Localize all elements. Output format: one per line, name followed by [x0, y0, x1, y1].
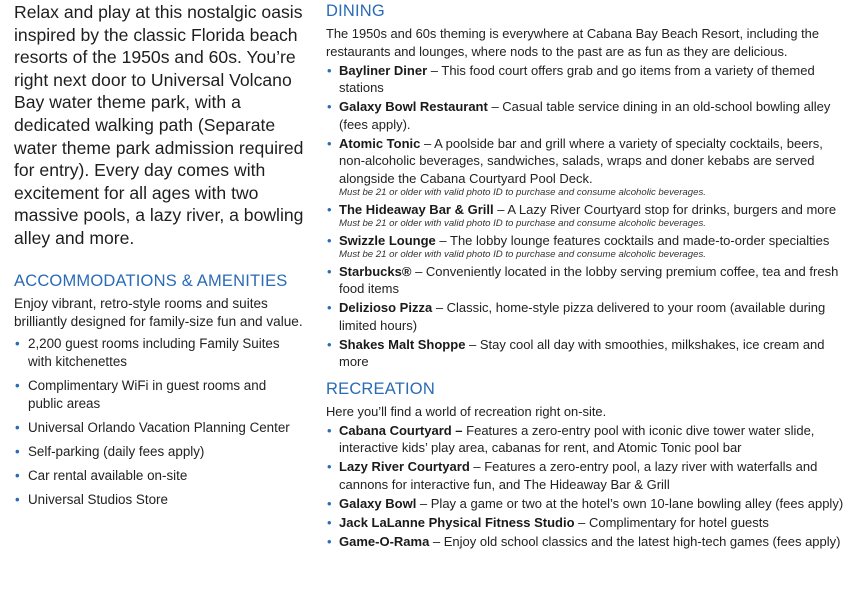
list-item: • 2,200 guest rooms including Family Suites with kitchenettes — [15, 335, 280, 369]
list-item: • Galaxy Bowl Restaurant – Casual table service dining in an old-school bowling alley (fees apply). — [327, 99, 831, 132]
recreation-item-name: Game-O-Rama — [339, 533, 430, 549]
dining-item-name: Shakes Malt Shoppe — [339, 336, 466, 352]
dining-item-name: Starbucks® — [339, 263, 412, 279]
list-item: • Starbucks® – Conveniently located in the lobby serving premium coffee, tea and fresh food items — [327, 263, 839, 296]
bullet-icon: • — [327, 514, 332, 530]
bullet-icon: • — [327, 201, 332, 217]
list-item: • Car rental available on-site — [15, 467, 188, 483]
list-item: • Game-O-Rama – Enjoy old school classics and the latest high-tech games (fees apply) — [327, 533, 841, 549]
bullet-icon: • — [15, 443, 20, 459]
dining-item-name: Swizzle Lounge — [339, 232, 436, 248]
bullet-icon: • — [327, 300, 332, 315]
list-item: • Self-parking (daily fees apply) — [15, 443, 205, 459]
recreation-list — [326, 422, 846, 551]
intro-paragraph: Relax and play at this nostalgic oasis inspired by the classic Florida beach resorts of the 1950s and 60s. You’re right next door to Universal Volcano Bay water theme park, with a dedicated walking path (Separate water theme park admission required for entry). Every day comes with excitement for all ages with two massive pools, a lazy river, a bowling alley and more. — [14, 2, 304, 248]
dining-item-name: Bayliner Diner — [339, 62, 428, 78]
dining-list — [326, 62, 846, 371]
bullet-icon: • — [327, 232, 332, 248]
age-note: Must be 21 or older with valid photo ID to purchase and consume alcoholic beverages. — [339, 249, 706, 260]
bullet-icon: • — [327, 263, 332, 279]
list-item: • Delizioso Pizza – Classic, home-style pizza delivered to your room (available during limited hours) — [327, 300, 826, 333]
bullet-icon: • — [327, 62, 332, 78]
accommodations-list — [14, 335, 304, 509]
list-item: • Bayliner Diner – This food court offers grab and go items from a variety of themed stations — [327, 62, 815, 95]
list-item: • Universal Orlando Vacation Planning Center — [15, 419, 290, 435]
recreation-item-name: Galaxy Bowl — [339, 495, 417, 511]
dining-description: The 1950s and 60s theming is everywhere at Cabana Bay Beach Resort, including the restaurants and lounges, where nods to the past are as fun as they are delicious. — [326, 26, 820, 59]
list-item: • The Hideaway Bar & Grill – A Lazy River Courtyard stop for drinks, burgers and more Must be 21 or older with valid photo ID to purchase and consume alcoholic beverages. — [326, 201, 846, 231]
accommodations-heading: ACCOMMODATIONS & AMENITIES — [14, 271, 288, 290]
bullet-icon: • — [327, 533, 332, 549]
bullet-icon: • — [15, 419, 20, 435]
left-column — [14, 0, 304, 515]
list-item: • Jack LaLanne Physical Fitness Studio – Complimentary for hotel guests — [327, 514, 769, 530]
age-note: Must be 21 or older with valid photo ID to purchase and consume alcoholic beverages. — [339, 187, 706, 198]
list-item: • Cabana Courtyard – Features a zero-entry pool with iconic dive tower water slide, interactive kids’ play area, cabanas for rent, and Atomic Tonic pool bar — [327, 422, 815, 455]
bullet-icon: • — [327, 459, 332, 474]
list-item: • Shakes Malt Shoppe – Stay cool all day with smoothies, milkshakes, ice cream and more — [327, 336, 825, 369]
dining-item-name: Delizioso Pizza — [339, 300, 433, 315]
dining-heading: DINING — [326, 2, 385, 20]
list-item: • Atomic Tonic – A poolside bar and grill where a variety of specialty cocktails, beers, non-alcoholic beverages, sandwiches, salads, wraps and doner kebabs are served alongside the Cabana Courtyard Pool Deck. Must be 21 or older with valid photo ID to purchase and consume alcoholic beverages. — [326, 135, 846, 200]
bullet-icon: • — [15, 491, 20, 507]
list-item: • Lazy River Courtyard – Features a zero-entry pool, a lazy river with waterfalls and cannons for interactive fun, and The Hideaway Bar & Grill — [327, 459, 818, 492]
bullet-icon: • — [327, 422, 332, 438]
bullet-icon: • — [327, 495, 332, 511]
recreation-item-name: Cabana Courtyard – — [339, 422, 463, 438]
list-item: • Swizzle Lounge – The lobby lounge features cocktails and made-to-order specialties Must be 21 or older with valid photo ID to purchase and consume alcoholic beverages. — [326, 232, 846, 262]
list-item: • Universal Studios Store — [15, 491, 168, 507]
list-item: • Galaxy Bowl – Play a game or two at the hotel’s own 10-lane bowling alley (fees apply) — [327, 495, 844, 511]
accommodations-description: Enjoy vibrant, retro-style rooms and suites brilliantly designed for family-size fun and value. — [14, 295, 303, 329]
dining-item-name: The Hideaway Bar & Grill — [339, 201, 494, 217]
bullet-icon: • — [15, 335, 20, 351]
bullet-icon: • — [327, 135, 332, 151]
recreation-section — [326, 380, 846, 551]
bullet-icon: • — [327, 99, 332, 114]
bullet-icon: • — [15, 377, 20, 393]
recreation-item-name: Jack LaLanne Physical Fitness Studio — [339, 514, 575, 530]
recreation-heading: RECREATION — [326, 379, 435, 398]
dining-item-name: Galaxy Bowl Restaurant — [339, 99, 488, 114]
age-note: Must be 21 or older with valid photo ID to purchase and consume alcoholic beverages. — [339, 218, 706, 229]
list-item: • Complimentary WiFi in guest rooms and public areas — [15, 377, 267, 411]
right-column — [326, 2, 846, 550]
bullet-icon: • — [327, 336, 332, 352]
recreation-item-name: Lazy River Courtyard — [339, 459, 470, 474]
dining-item-name: Atomic Tonic — [339, 135, 421, 151]
bullet-icon: • — [15, 467, 20, 483]
recreation-description: Here you’ll find a world of recreation right on-site. — [326, 403, 607, 419]
